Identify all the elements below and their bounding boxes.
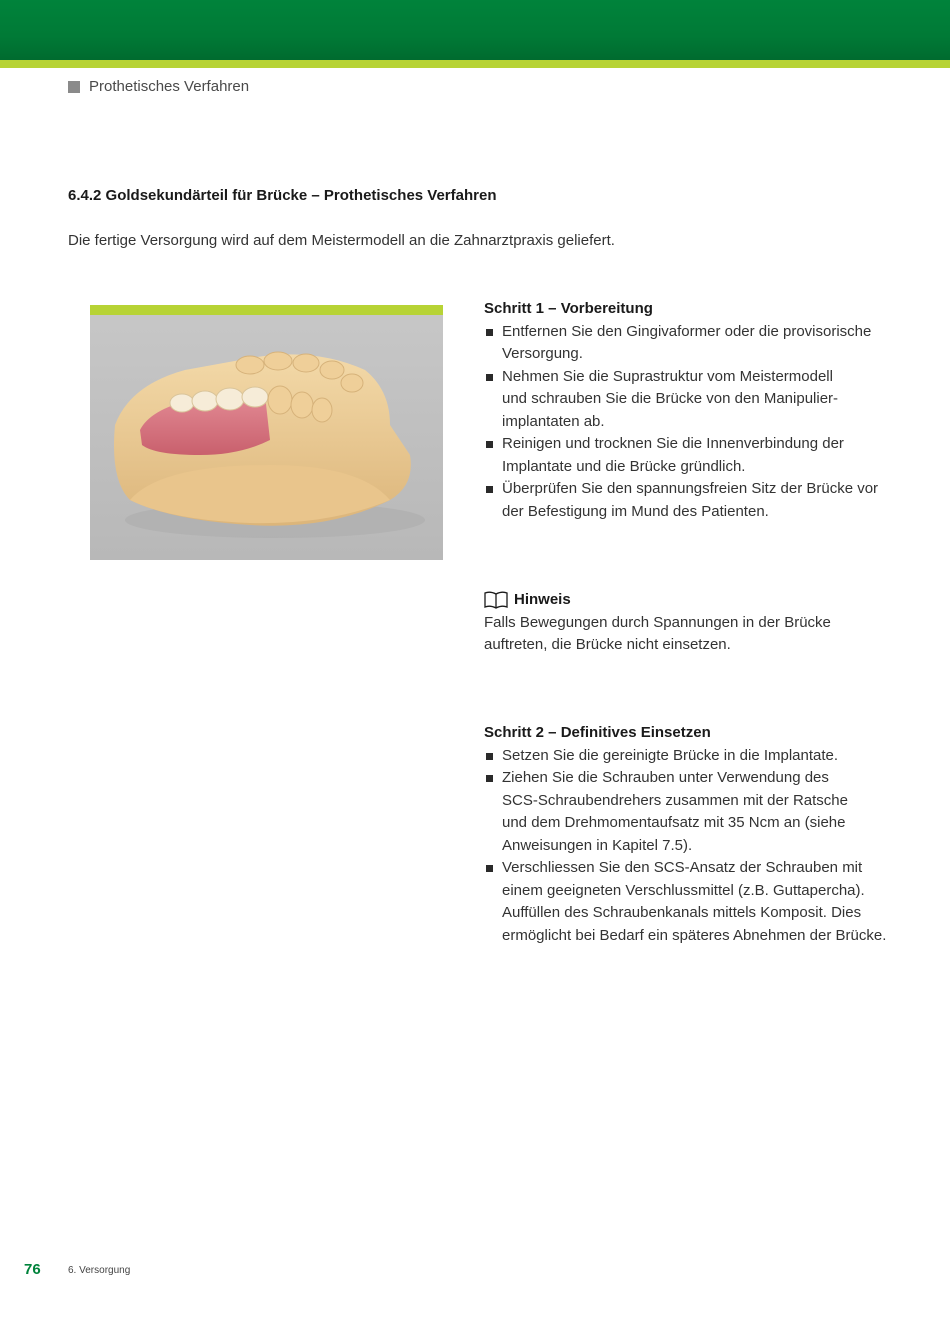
- page-heading: 6.4.2 Goldsekundärteil für Brücke – Prothetisches Verfahren: [68, 187, 497, 204]
- list-item: Überprüfen Sie den spannungsfreien Sitz der Brücke vor der Befestigung im Mund des Patienten.: [484, 478, 904, 523]
- list-item: Entfernen Sie den Gingivaformer oder die provisorische Versorgung.: [484, 321, 904, 366]
- header-accent-stripe: [0, 60, 950, 68]
- dental-model-illustration: [90, 315, 443, 560]
- section-marker: [68, 78, 249, 95]
- section-label: Prothetisches Verfahren: [89, 78, 250, 95]
- section-square-icon: [68, 81, 80, 93]
- step1-title: Schritt 1 – Vorbereitung: [484, 300, 653, 317]
- header-bar: [0, 0, 950, 60]
- step2-list: [484, 745, 904, 948]
- intro-text: Die fertige Versorgung wird auf dem Meistermodell an die Zahnarztpraxis geliefert.: [68, 232, 615, 249]
- dental-model-photo: [90, 305, 443, 560]
- photo-accent-stripe: [90, 305, 443, 315]
- page-number: 76: [24, 1261, 41, 1278]
- step1-list: [484, 321, 904, 524]
- hint-header: [484, 589, 904, 612]
- hint-box: [484, 589, 904, 657]
- list-item: Verschliessen Sie den SCS-Ansatz der Schrauben mit einem geeigneten Verschlussmittel (z.B. Guttapercha). Auffüllen des Schraubenkanals mittels Komposit. Dies ermöglicht bei Bedarf ein späteres Abnehmen der Brücke.: [484, 857, 904, 947]
- list-item: Nehmen Sie die Suprastruktur vom Meistermodell und schrauben Sie die Brücke von den Manipulier- implantaten ab.: [484, 366, 904, 434]
- hint-text: Falls Bewegungen durch Spannungen in der Brücke auftreten, die Brücke nicht einsetzen.: [484, 613, 831, 653]
- hint-title: Hinweis: [514, 591, 571, 608]
- step1-section: [484, 298, 904, 523]
- list-item: Ziehen Sie die Schrauben unter Verwendung des SCS-Schraubendrehers zusammen mit der Ratsche und dem Drehmomentaufsatz mit 35 Ncm an (siehe Anweisungen in Kapitel 7.5).: [484, 767, 904, 857]
- step2-title: Schritt 2 – Definitives Einsetzen: [484, 724, 711, 741]
- list-item: Reinigen und trocknen Sie die Innenverbindung der Implantate und die Brücke gründlich.: [484, 433, 904, 478]
- list-item: Setzen Sie die gereinigte Brücke in die Implantate.: [484, 745, 904, 768]
- book-icon: [484, 591, 508, 609]
- chapter-label: 6. Versorgung: [68, 1265, 131, 1276]
- step2-section: [484, 722, 904, 947]
